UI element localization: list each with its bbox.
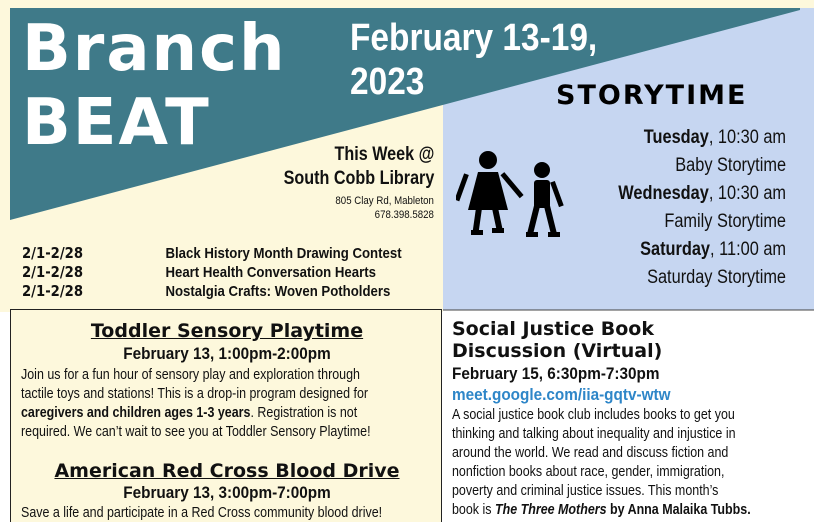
event-name: Black History Month Drawing Contest [165, 245, 402, 262]
description-line: A social justice book club includes books to get you [452, 407, 735, 423]
blood-drive-date: February 13, 3:00pm-7:00pm [123, 483, 331, 502]
storytime-heading: STORYTIME [556, 80, 748, 111]
storytime-day-tuesday: Tuesday, 10:30 am [643, 127, 786, 148]
event-dates: 2/1-2/28 [22, 282, 84, 300]
blood-drive-title: American Red Cross Blood Drive [54, 460, 400, 482]
title-beat: BEAT [22, 86, 211, 160]
book-title: The Three Mothers [494, 502, 607, 518]
list-item [22, 244, 402, 263]
event-dates: 2/1-2/28 [22, 263, 84, 281]
title-branch: Branch [22, 12, 287, 86]
description-line: thinking and talking about inequality and injustice in [452, 426, 736, 442]
featured-events-box [10, 309, 442, 522]
storytime-day-saturday: Saturday, 11:00 am [640, 239, 786, 260]
list-item [22, 282, 402, 301]
toddler-event-title: Toddler Sensory Playtime [90, 320, 364, 342]
event-dates: 2/1-2/28 [22, 244, 84, 262]
meeting-link[interactable]: meet.google.com/iia-gqtv-wtw [452, 385, 671, 404]
this-week-line1: This Week @ [334, 144, 434, 165]
description-line: poverty and criminal justice issues. This month’s [452, 483, 719, 499]
event-name: Heart Health Conversation Hearts [165, 264, 376, 281]
phone-text: 678.398.5828 [374, 209, 434, 221]
title-line: Social Justice Book [452, 318, 654, 340]
this-week-label [283, 143, 434, 191]
list-item [22, 263, 402, 282]
event-name: Nostalgia Crafts: Woven Potholders [165, 283, 391, 300]
description-line: around the world. We read and discuss fiction and [452, 445, 729, 461]
description-line: required. We can’t wait to see you at Toddler Sensory Playtime! [21, 424, 371, 440]
social-justice-title [452, 318, 662, 362]
storytime-name-saturday: Saturday Storytime [647, 267, 786, 288]
social-justice-date: February 15, 6:30pm-7:30pm [452, 364, 660, 383]
ongoing-events-list [22, 244, 402, 301]
description-line: Save a life and participate in a Red Cross community blood drive! [21, 505, 383, 521]
title-line: Discussion (Virtual) [452, 340, 663, 362]
week-dates-line1: February 13-19, [350, 17, 598, 59]
address-text: 805 Clay Rd, Mableton [335, 195, 434, 207]
storytime-schedule [618, 124, 786, 292]
blood-drive-description [21, 504, 433, 522]
week-dates-line2: 2023 [350, 61, 425, 103]
description-line: tactile toys and stations! This is a drop-in program designed for [21, 386, 369, 402]
library-address [336, 194, 434, 222]
toddler-event-date: February 13, 1:00pm-2:00pm [123, 344, 331, 363]
children-walking-icon [456, 150, 576, 242]
description-line: caregivers and children ages 1-3 years. Registration is not [21, 405, 358, 421]
storytime-name-baby: Baby Storytime [675, 155, 786, 176]
social-justice-description [452, 406, 797, 520]
library-name: South Cobb Library [283, 168, 434, 189]
toddler-event-description [21, 366, 433, 442]
description-line: Join us for a fun hour of sensory play and exploration through [21, 367, 360, 383]
description-line: nonfiction books about race, gender, immigration, [452, 464, 725, 480]
storytime-day-wednesday: Wednesday, 10:30 am [618, 183, 786, 204]
description-line: book is The Three Mothers by Anna Malaika Tubbs. [452, 502, 751, 518]
storytime-name-family: Family Storytime [664, 211, 786, 232]
